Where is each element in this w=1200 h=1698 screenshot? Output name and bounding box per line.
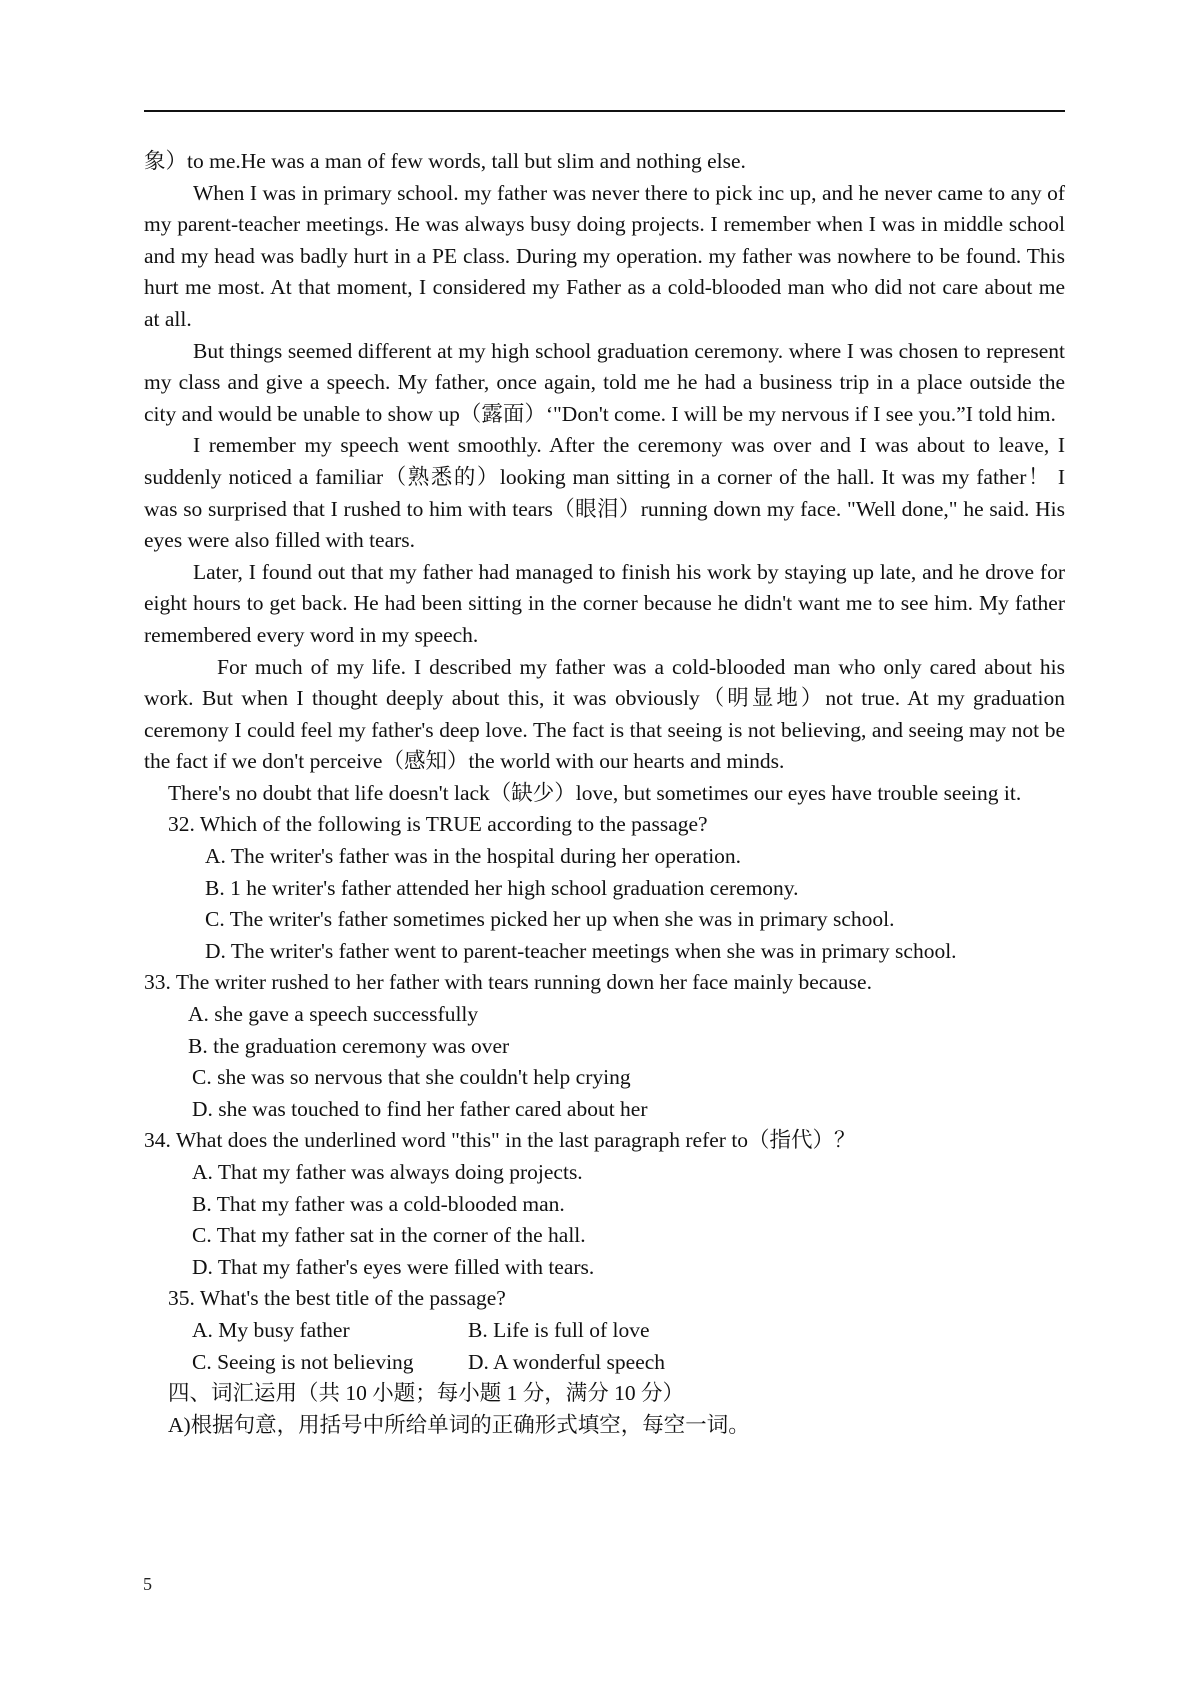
section-heading: 四、词汇运用（共 10 小题；每小题 1 分，满分 10 分） (168, 1381, 685, 1406)
option-a: A. My busy father (192, 1317, 350, 1342)
option-d: D. she was touched to find her father cared about her (192, 1096, 648, 1121)
option-b: B. Life is full of love (468, 1317, 650, 1342)
page-number: 5 (143, 1574, 152, 1594)
question-stem: 35. What's the best title of the passage? (168, 1286, 506, 1311)
option-c: C. That my father sat in the corner of the hall. (192, 1223, 586, 1248)
option-c: C. The writer's father sometimes picked her up when she was in primary school. (205, 907, 895, 932)
question-stem: 32. Which of the following is TRUE according to the passage? (168, 812, 708, 837)
option-d: D. The writer's father went to parent-teacher meetings when she was in primary school. (205, 938, 957, 963)
option-b: B. the graduation ceremony was over (188, 1033, 510, 1058)
paragraph-primary-school: When I was in primary school. my father was never there to pick inc up, and he never came to any of my parent-teacher meetings. He was always busy doing projects. I remember when I was in middle school and my head was badly hurt in a PE class. During my operation. my father was nowhere to be found. This hurt me most. At that moment, I considered my Father as a cold-blooded man who did not care about me at all. (144, 180, 1065, 331)
option-a: A. she gave a speech successfully (188, 1002, 479, 1027)
option-b: B. 1 he writer's father attended her high school graduation ceremony. (205, 875, 799, 900)
question-35 (144, 1283, 1065, 1378)
question-stem: 33. The writer rushed to her father with tears running down her face mainly because. (144, 970, 872, 995)
option-a: A. The writer's father was in the hospital during her operation. (205, 844, 742, 869)
options-row-1 (144, 1315, 1065, 1347)
paragraph-continuation: 象）to me.He was a man of few words, tall but slim and nothing else. (144, 149, 746, 173)
question-33 (144, 967, 1065, 1125)
paragraph-conclusion: There's no doubt that life doesn't lack（缺少）love, but sometimes our eyes have trouble seeing it. (168, 780, 1022, 805)
paragraph-graduation: But things seemed different at my high school graduation ceremony. where I was chosen to represent my class and give a speech. My father, once again, told me he had a business trip in a place outside the city and would be unable to show up（露面）‘"Don't come. I will be my nervous if I see you.”I told him. (144, 338, 1065, 426)
option-c: C. Seeing is not believing (192, 1349, 414, 1374)
paragraph-reflection: For much of my life. I described my father was a cold-blooded man who only cared about his work. But when I thought deeply about this, it was obviously（明显地）not true. At my graduation ceremony I could feel my father's deep love. The fact is that seeing is not believing, and seeing may not be the fact if we don't perceive（感知）the world with our hearts and minds. (144, 654, 1065, 774)
option-c: C. she was so nervous that she couldn't help crying (192, 1065, 631, 1090)
option-d: D. That my father's eyes were filled with tears. (192, 1254, 595, 1279)
option-a: A. That my father was always doing projects. (192, 1160, 583, 1184)
passage-body (144, 146, 1065, 1441)
option-d: D. A wonderful speech (468, 1349, 666, 1374)
header-rule (144, 110, 1065, 112)
question-stem: 34. What does the underlined word "this" in the last paragraph refer to（指代）？ (144, 1128, 856, 1153)
paragraph-later: Later, I found out that my father had managed to finish his work by staying up late, and he drove for eight hours to get back. He had been sitting in the corner because he didn't want me to see him. My father remembered every word in my speech. (144, 559, 1065, 647)
question-34 (144, 1125, 1065, 1283)
option-b: B. That my father was a cold-blooded man. (192, 1191, 565, 1216)
options-row-2 (144, 1347, 1065, 1379)
question-32 (144, 809, 1065, 967)
section-instruction: A)根据句意，用括号中所给单词的正确形式填空，每空一词。 (168, 1412, 750, 1437)
paragraph-speech: I remember my speech went smoothly. After the ceremony was over and I was about to leave, I suddenly noticed a familiar（熟悉的）looking man sitting in a corner of the hall. It was my father！ I was so surprised that I rushed to him with tears（眼泪）running down my face. "Well done," he said. His eyes were also filled with tears. (144, 433, 1065, 553)
